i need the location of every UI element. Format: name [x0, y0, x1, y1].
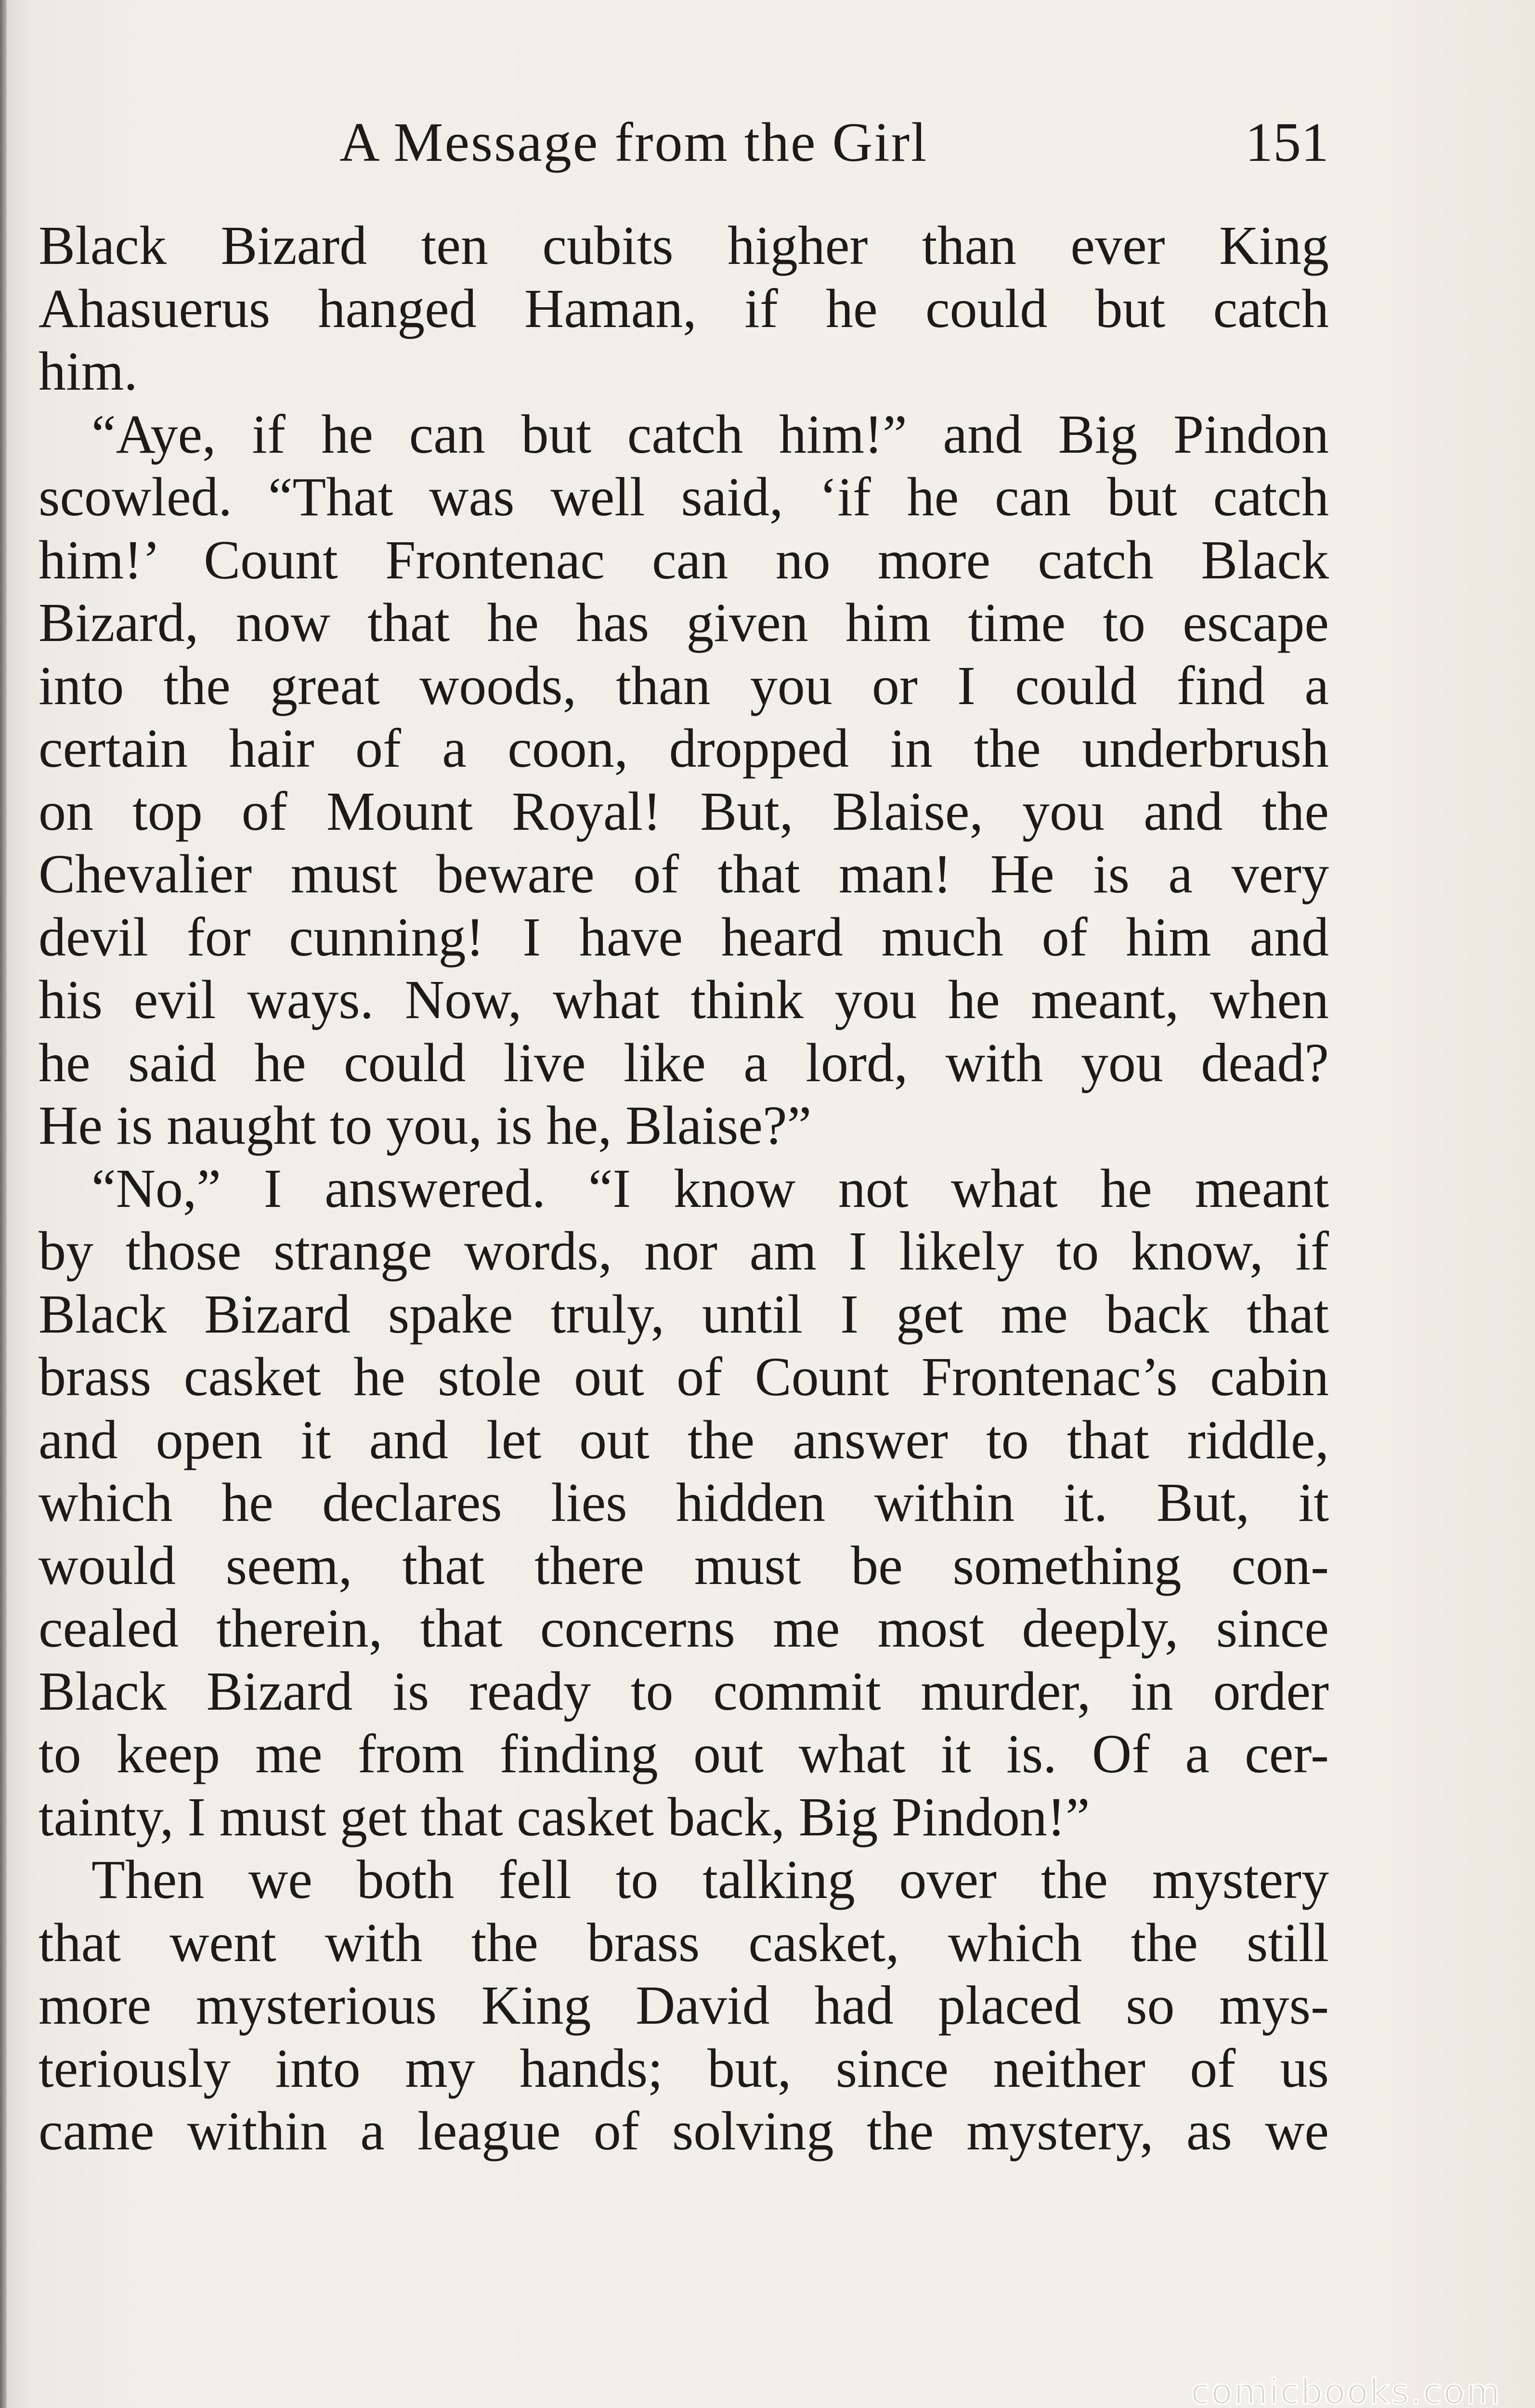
- running-head: A Message from the Girl: [339, 112, 928, 173]
- text-line: brass casket he stole out of Count Frontenac’s cabin: [39, 1346, 1329, 1407]
- text-line: devil for cunning! I have heard much of him and: [39, 906, 1329, 968]
- text-line: by those strange words, nor am I likely to know, if: [39, 1220, 1329, 1282]
- text-line: his evil ways. Now, what think you he meant, when: [39, 969, 1329, 1030]
- text-line: more mysterious King David had placed so mys-: [39, 1975, 1329, 2036]
- text-line: Ahasuerus hanged Haman, if he could but catch: [39, 277, 1329, 339]
- text-line: teriously into my hands; but, since neither of us: [39, 2037, 1329, 2099]
- text-line: He is naught to you, is he, Blaise?”: [39, 1095, 812, 1156]
- text-line: which he declares lies hidden within it. But, it: [39, 1472, 1329, 1533]
- text-line: on top of Mount Royal! But, Blaise, you and the: [39, 780, 1329, 842]
- text-line: Bizard, now that he has given him time to escape: [39, 592, 1329, 653]
- text-line: that went with the brass casket, which the still: [39, 1911, 1329, 1973]
- text-line: he said he could live like a lord, with you dead?: [39, 1032, 1329, 1093]
- body-text: [39, 214, 1329, 2163]
- text-line: “No,” I answered. “I know not what he meant: [91, 1157, 1329, 1219]
- text-line: Chevalier must beware of that man! He is a very: [39, 843, 1329, 904]
- page-number: 151: [1245, 112, 1329, 173]
- text-line: scowled. “That was well said, ‘if he can but catch: [39, 466, 1329, 527]
- text-line: tainty, I must get that casket back, Big Pindon!”: [39, 1786, 1090, 1847]
- text-line: came within a league of solving the mystery, as we: [39, 2100, 1329, 2161]
- text-line: cealed therein, that concerns me most deeply, since: [39, 1597, 1329, 1659]
- page-header: [39, 111, 1329, 183]
- text-line: Then we both fell to talking over the mystery: [91, 1849, 1329, 1910]
- text-line: him!’ Count Frontenac can no more catch Black: [39, 529, 1329, 590]
- text-line: Black Bizard is ready to commit murder, in order: [39, 1660, 1329, 1722]
- text-line: and open it and let out the answer to that riddle,: [39, 1409, 1329, 1470]
- text-line: into the great woods, than you or I could find a: [39, 654, 1329, 716]
- page-binding-edge: [0, 0, 7, 2408]
- text-line: to keep me from finding out what it is. Of a cer-: [39, 1723, 1329, 1784]
- text-line: would seem, that there must be something con-: [39, 1534, 1329, 1596]
- text-line: certain hair of a coon, dropped in the underbrush: [39, 718, 1329, 779]
- text-line: “Aye, if he can but catch him!” and Big Pindon: [91, 403, 1329, 465]
- text-line: him.: [39, 340, 138, 402]
- text-line: Black Bizard ten cubits higher than ever King: [39, 215, 1329, 276]
- text-line: Black Bizard spake truly, until I get me back that: [39, 1283, 1329, 1345]
- watermark: comicbooks.com: [1190, 2371, 1501, 2408]
